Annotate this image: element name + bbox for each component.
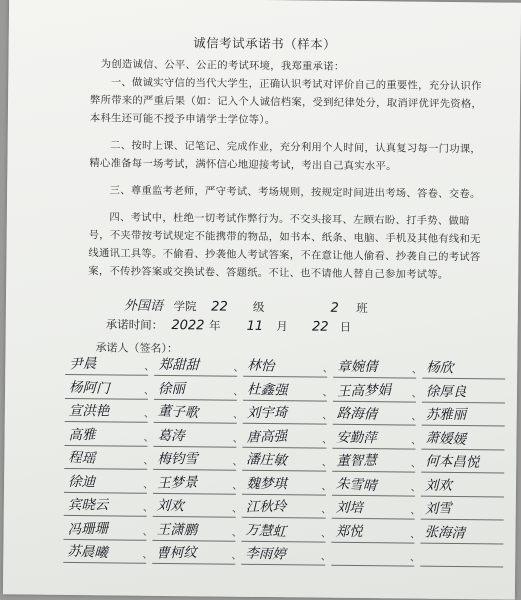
commitment-body	[88, 55, 490, 284]
signature-name: 郑甜甜	[158, 356, 200, 374]
separator-mark: 、	[142, 502, 154, 514]
signature-name: 冯珊珊	[67, 520, 109, 538]
separator-mark: 、	[321, 528, 332, 540]
separator-mark: 、	[410, 552, 421, 564]
signature-name: 李雨婷	[245, 545, 287, 563]
signature-name: 唐高强	[246, 427, 288, 446]
signature-cell	[331, 498, 421, 520]
signature-name: 章婉倩	[336, 358, 378, 376]
separator-mark: 、	[144, 385, 155, 397]
separator-mark: 、	[232, 503, 243, 515]
separator-mark: 、	[322, 410, 333, 422]
signature-cell	[242, 473, 332, 495]
separator-mark: 、	[411, 458, 422, 470]
signature-cell	[243, 450, 332, 472]
signature-cell	[420, 499, 503, 521]
signature-cell	[333, 380, 422, 402]
signature-name: 杜鑫强	[247, 381, 289, 399]
signature-cell	[242, 497, 332, 519]
signature-name: 江秋玲	[246, 498, 287, 516]
signature-name: 刘雪	[424, 500, 452, 518]
year-label: 年	[208, 318, 221, 333]
clause-4: 四、考试中，杜绝一切考试作弊行为。不交头接耳、左顾右盼、打手势、做暗号，不夹带按考试规定不能携带的物品，如书本、纸条、电脑、手机及其他有线和无线通讯工具等。不偷看、抄袭他人考试答案，不在意让他人偷看、抄袭自己的考试答案，不传抄答案或交换试卷、答题纸。不让、也不请他人替自己参加考试等。	[88, 211, 481, 281]
signature-name: 潘庄敏	[246, 451, 288, 469]
signature-name: 路海倩	[336, 405, 378, 423]
signature-cell	[421, 475, 504, 497]
separator-mark: 、	[320, 551, 331, 563]
separator-mark: 、	[142, 526, 153, 538]
signature-name: 刘欢	[156, 497, 185, 515]
signature-name: 杨欣	[425, 359, 454, 377]
signature-cell	[422, 381, 505, 403]
separator-mark: 、	[232, 433, 243, 445]
signature-name: 王高梦娟	[336, 381, 391, 400]
signature-cell	[242, 520, 332, 542]
signature-cell	[421, 452, 504, 474]
clause-1: 一、做诚实守信的当代大学生，正确认识考试对评价自己的重要性，充分认识作弊所带来的严重后果（如：记入个人诚信档案，受到纪律处分，取消评优评先资格，本科生还可能不授予申请学士学位等）。	[89, 76, 483, 127]
signature-cell	[65, 377, 155, 399]
separator-mark: 、	[144, 361, 155, 373]
signature-name: 徐迪	[67, 473, 96, 490]
signature-cell	[331, 545, 421, 567]
separator-mark: 、	[411, 411, 422, 423]
signature-name: 苏晨曦	[67, 543, 109, 561]
signature-cell	[153, 472, 243, 494]
signature-cell	[243, 426, 333, 448]
signature-name: 梅钧雪	[157, 451, 199, 468]
signature-row	[63, 542, 503, 570]
separator-mark: 、	[143, 432, 154, 444]
separator-mark: 、	[143, 455, 154, 467]
commitment-document	[3, 0, 521, 600]
clause-3: 三、尊重监考老师，严守考试、考场规则，按规定时间进出考场、答卷、交卷。	[109, 184, 481, 201]
signature-name: 林怡	[247, 357, 276, 375]
signature-cell	[332, 474, 421, 496]
signature-name: 王潇鹏	[156, 521, 198, 538]
day-label: 日	[339, 319, 352, 334]
signature-name: 尹晨	[69, 355, 97, 373]
signature-cell	[243, 379, 333, 401]
day-value: 22	[311, 319, 329, 335]
separator-mark: 、	[321, 457, 332, 469]
signature-name: 葛涛	[157, 427, 185, 444]
signature-name: 杨阿门	[68, 378, 110, 397]
separator-mark: 、	[321, 481, 332, 493]
date-line	[106, 316, 352, 335]
separator-mark: 、	[322, 434, 333, 446]
signature-name: 徐丽	[158, 380, 186, 397]
signature-cell	[242, 544, 331, 566]
signature-name: 何本昌悦	[424, 453, 480, 471]
signature-cell	[333, 357, 423, 379]
signature-cell	[422, 358, 505, 380]
year-value: 2022	[171, 318, 205, 334]
separator-mark: 、	[231, 527, 242, 539]
signature-cell	[154, 378, 244, 400]
document-title: 诚信考试承诺书（样本）	[193, 35, 337, 52]
signature-cell	[152, 543, 242, 565]
signature-cell	[64, 424, 154, 446]
separator-mark: 、	[322, 387, 333, 399]
signature-cell	[65, 401, 155, 423]
month-value: 11	[246, 318, 264, 335]
signature-cell	[421, 405, 504, 427]
signature-name: 苏雅丽	[425, 406, 467, 424]
college-value: 外国语	[123, 298, 164, 314]
separator-mark: 、	[411, 364, 423, 376]
signature-cell	[243, 403, 333, 425]
signature-name: 高雅	[68, 426, 96, 443]
signature-cell	[331, 521, 421, 543]
separator-mark: 、	[233, 386, 244, 398]
separator-mark: 、	[142, 549, 153, 561]
signature-name: 曹柯纹	[156, 544, 198, 562]
signature-name: 宾晓云	[67, 497, 109, 514]
signature-cell	[153, 496, 243, 518]
month-label: 月	[276, 319, 288, 334]
signature-name: 郑悦	[335, 523, 363, 540]
signature-name: 王梦景	[157, 473, 198, 492]
signers-label: 承诺人（签名）：	[95, 341, 179, 356]
separator-mark: 、	[321, 504, 332, 516]
separator-mark: 、	[233, 362, 244, 374]
separator-mark: 、	[143, 479, 154, 491]
signature-name: 安勤萍	[336, 429, 377, 446]
separator-mark: 、	[410, 482, 421, 494]
date-label: 承诺时间：	[105, 317, 164, 332]
signature-cell	[332, 404, 422, 426]
class-info-line	[124, 295, 368, 317]
separator-mark: 、	[322, 363, 333, 375]
separator-mark: 、	[411, 435, 422, 447]
signature-cell	[154, 402, 244, 424]
separator-mark: 、	[143, 408, 155, 420]
class-label: 班	[356, 300, 368, 316]
separator-mark: 、	[233, 409, 244, 421]
separator-mark: 、	[232, 480, 243, 492]
college-label: 学院	[173, 299, 197, 314]
signature-grid	[63, 354, 505, 570]
signature-cell	[63, 518, 153, 540]
separator-mark: 、	[410, 505, 421, 517]
separator-mark: 、	[232, 456, 243, 468]
signature-name: 刘宇琦	[247, 404, 288, 422]
signature-name: 宣洪艳	[68, 402, 110, 420]
signature-name: 程瑶	[67, 449, 96, 467]
signature-name: 刘欢	[424, 477, 452, 494]
signature-name: 魏梦琪	[246, 475, 288, 492]
clause-2: 二、按时上课、记笔记、完成作业，充分利用个人时间，认真复习每一门功课，精心准备每一场考试，满怀信心地迎接考试，考出自己真实水平。	[89, 139, 482, 173]
separator-mark: 、	[411, 388, 422, 400]
signature-cell	[64, 471, 154, 493]
signature-name: 朱雪晴	[335, 475, 377, 494]
signature-name: 万慧虹	[245, 521, 287, 540]
signature-name: 董子歌	[157, 403, 199, 422]
signature-cell	[153, 449, 243, 471]
signature-cell	[65, 354, 155, 376]
signature-name: 萧媛媛	[424, 429, 467, 448]
signature-cell	[64, 448, 154, 470]
separator-mark: 、	[410, 529, 421, 541]
signature-cell	[332, 451, 422, 473]
signature-cell	[420, 546, 503, 568]
signature-cell	[154, 425, 243, 447]
signature-name: 刘培	[335, 499, 363, 517]
signature-cell	[244, 356, 333, 378]
grade-label: 级	[252, 299, 265, 315]
signature-cell	[63, 542, 153, 564]
signature-cell	[153, 519, 242, 541]
signature-cell	[421, 428, 504, 450]
intro-paragraph: 为创造诚信、公平、公正的考试环境，我郑重承诺：	[100, 58, 345, 73]
signature-cell	[420, 522, 503, 544]
signature-name: 张海清	[424, 523, 466, 542]
signature-name: 徐厚良	[425, 383, 467, 400]
signature-cell	[332, 427, 422, 449]
class-value: 2	[330, 300, 339, 316]
grade-value: 22	[211, 299, 228, 315]
separator-mark: 、	[231, 550, 242, 562]
signature-name: 董智慧	[335, 452, 377, 470]
signature-cell	[154, 355, 244, 377]
signature-cell	[64, 495, 154, 517]
